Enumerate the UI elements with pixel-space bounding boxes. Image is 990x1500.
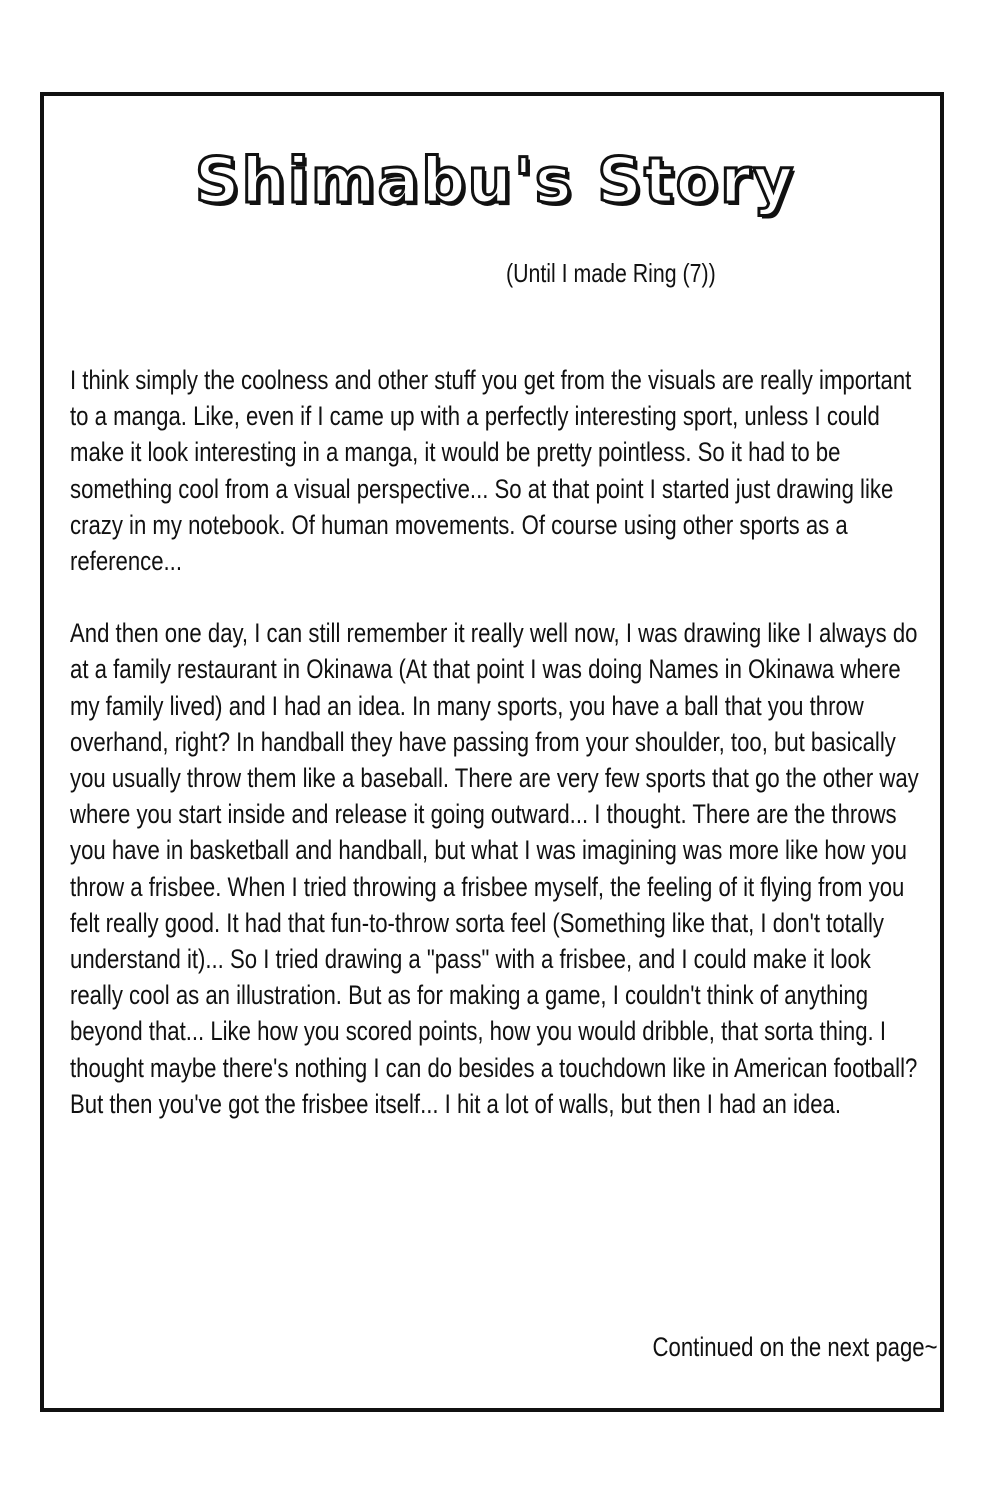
continued-note: Continued on the next page~	[653, 1332, 938, 1362]
paragraph-2: And then one day, I can still remember it really well now, I was drawing like I always do at a family restaurant in Okinawa (At that point I was doing Names in Okinawa where my family lived) and I had an idea. In many sports, you have a ball that you throw overhand, right? In handball they have passing from your shoulder, too, but basically you usually throw them like a baseball. There are very few sports that go the other way where you start inside and release it going outward... I thought. There are the throws you have in basketball and handball, but what I was imagining was more like how you throw a frisbee. When I tried throwing a frisbee myself, the feeling of it flying from you felt really good. It had that fun-to-throw sorta feel (Something like that, I don't totally understand it)... So I tried drawing a "pass" with a frisbee, and I could make it look really cool as an illustration. But as for making a game, I couldn't think of anything beyond that... Like how you scored points, how you would dribble, that sorta thing. I thought maybe there's nothing I can do besides a touchdown like in American football? But then you've got the frisbee itself... I hit a lot of walls, but then I had an idea.	[70, 618, 919, 1119]
page-title: Shimabu's Story	[194, 144, 796, 217]
paragraph-1: I think simply the coolness and other stuff you get from the visuals are really important to a manga. Like, even if I came up with a perfectly interesting sport, unless I could make it look interesting in a manga, it would be pretty pointless. So it had to be something cool from a visual perspective... So at that point I started just drawing like crazy in my notebook. Of human movements. Of course using other sports as a reference...	[70, 365, 912, 577]
page-subtitle: (Until I made Ring (7))	[506, 258, 716, 288]
story-body	[70, 362, 923, 1158]
